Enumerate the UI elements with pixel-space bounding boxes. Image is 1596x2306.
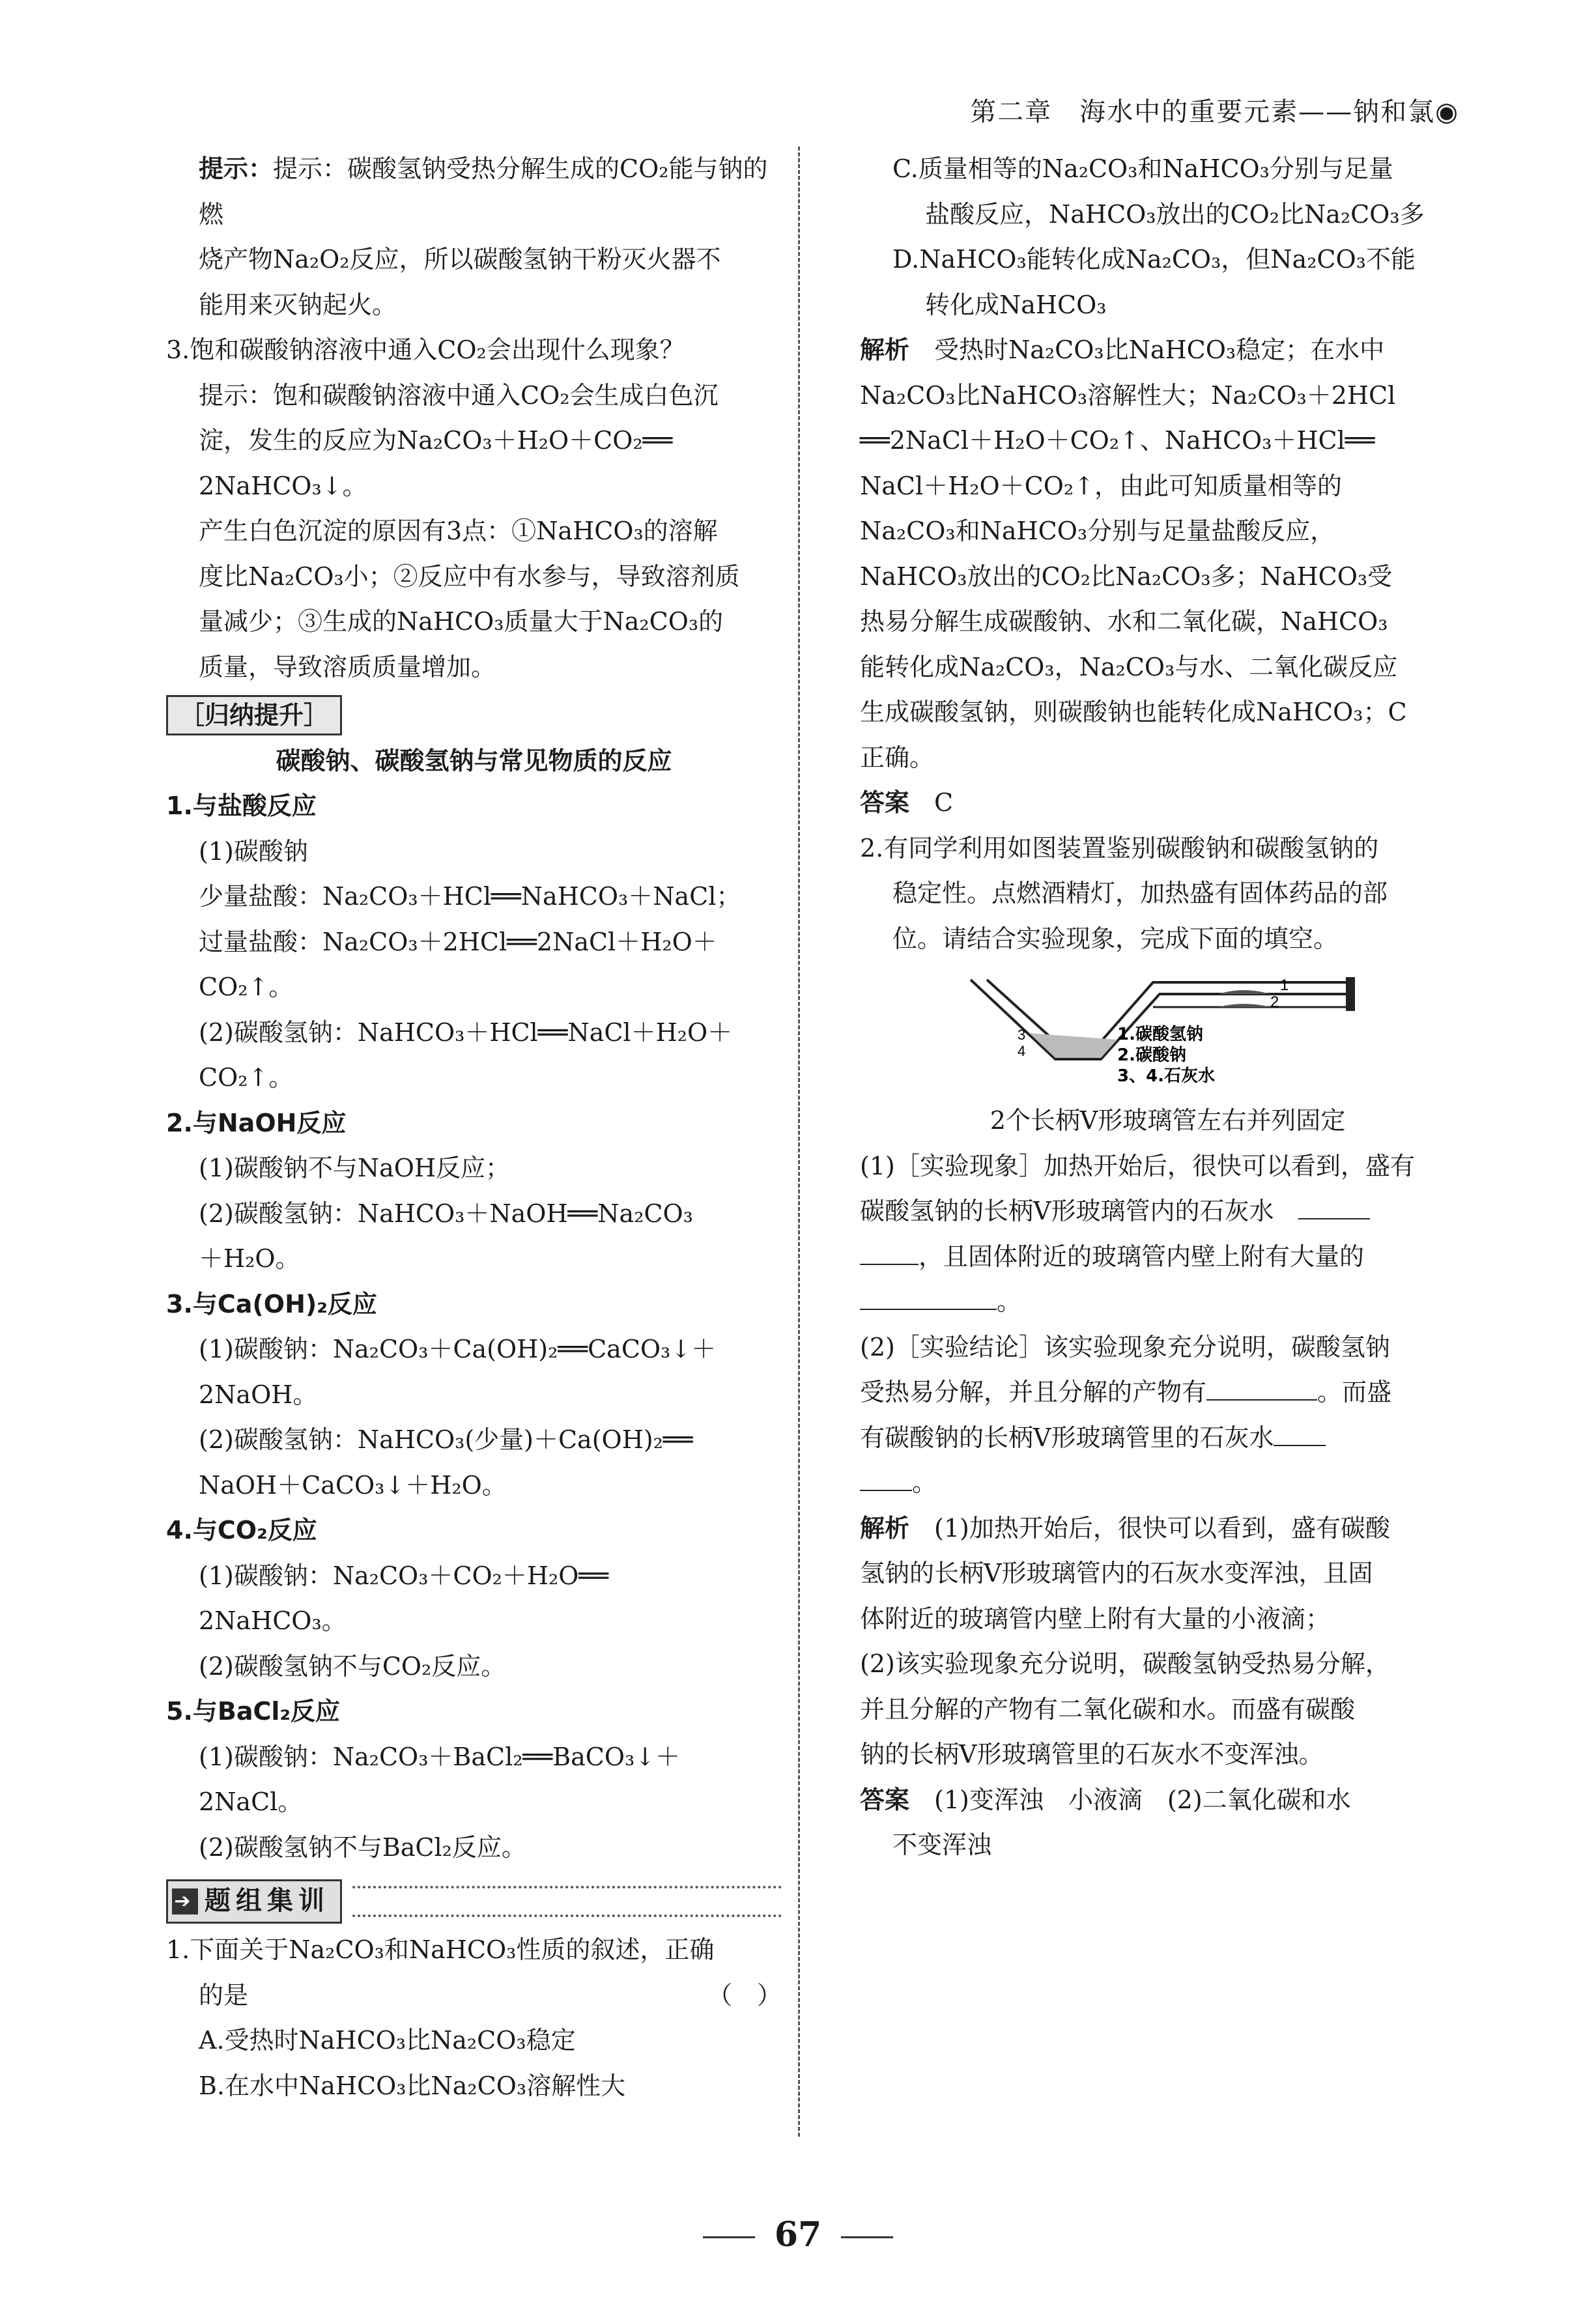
blank-1b[interactable] [860, 1238, 919, 1265]
analysis-2-line: 钠的长柄V形玻璃管里的石灰水不变浑浊。 [860, 1740, 1324, 1769]
summary-item-2-line: (1)碳酸钠不与NaOH反应； [199, 1154, 511, 1182]
summary-item-1-line: 过量盐酸：Na₂CO₃＋2HCl══2NaCl＋H₂O＋ [199, 927, 717, 956]
legend-line: 2.碳酸钠 [1117, 1046, 1186, 1065]
dotted-rule [352, 1886, 782, 1917]
solid-sodium-carbonate [1218, 1004, 1270, 1007]
blank-1a[interactable] [1298, 1192, 1370, 1219]
analysis-1-line: 热易分解生成碳酸钠、水和二氧化碳，NaHCO₃ [860, 607, 1388, 636]
blank-2b[interactable] [1274, 1419, 1326, 1446]
label-3: 3 [1018, 1027, 1026, 1043]
arrow-right-icon: ➔ [172, 1888, 198, 1915]
option-b: B.在水中NaHCO₃比Na₂CO₃溶解性大 [199, 2071, 626, 2100]
part-1-line: ，且固体附近的玻璃管内壁上附有大量的 [860, 1234, 1475, 1280]
summary-item-1-heading: 1.与盐酸反应 [166, 791, 317, 820]
part-2-line: 有碳酸钠的长柄V形玻璃管里的石灰水 [860, 1416, 1475, 1461]
summary-item-5-line: (2)碳酸氢钠不与BaCl₂反应。 [199, 1832, 526, 1862]
option-d: D.NaHCO₃能转化成Na₂CO₃，但Na₂CO₃不能 [892, 245, 1416, 274]
label-2: 2 [1270, 993, 1279, 1011]
figure-caption: 2个长柄V形玻璃管左右并列固定 [990, 1106, 1346, 1135]
page-number: 67 [0, 2215, 1596, 2255]
analysis-1-line: Na₂CO₃和NaHCO₃分别与足量盐酸反应， [860, 517, 1335, 545]
summary-item-4-heading: 4.与CO₂反应 [166, 1516, 317, 1544]
analysis-1-line: 解析 受热时Na₂CO₃比NaHCO₃稳定；在水中 [860, 335, 1385, 364]
blank-1c[interactable] [860, 1283, 997, 1310]
summary-item-3-line: 2NaOH。 [199, 1380, 318, 1409]
tip-3-line: 量减少；③生成的NaHCO₃质量大于Na₂CO₃的 [199, 607, 724, 636]
analysis-1-line: 正确。 [860, 743, 935, 772]
part-1-line: 。 [860, 1279, 1475, 1325]
analysis-2-line: 并且分解的产物有二氧化碳和水。而盛有碳酸 [860, 1694, 1356, 1724]
tip-2-line: 提示：提示：碳酸氢钠受热分解生成的CO₂能与钠的燃 [199, 154, 768, 229]
question-1-cont: 的是 （ ） [166, 1973, 782, 2019]
summary-item-1-line: (1)碳酸钠 [199, 836, 308, 866]
tip-3-line: 产生白色沉淀的原因有3点：①NaHCO₃的溶解 [199, 517, 718, 545]
question-1: 1.下面关于Na₂CO₃和NaHCO₃性质的叙述，正确 [166, 1935, 715, 1964]
answer-paren: （ ） [707, 1980, 782, 2010]
blank-2c[interactable] [860, 1464, 912, 1491]
answer-2-cont: 不变浑浊 [892, 1830, 992, 1859]
part-2-line: 。 [860, 1460, 1475, 1506]
page-number-dash-right [841, 2236, 893, 2238]
summary-item-1-line: CO₂↑。 [199, 1063, 294, 1092]
analysis-1-line: NaHCO₃放出的CO₂比Na₂CO₃多；NaHCO₃受 [860, 562, 1393, 591]
stopper-1 [1346, 977, 1355, 997]
option-a: A.受热时NaHCO₃比Na₂CO₃稳定 [199, 2026, 576, 2055]
part-1-line: (1)［实验现象］加热开始后，很快可以看到，盛有 [860, 1151, 1415, 1180]
tip-2-line: 能用来灭钠起火。 [199, 290, 397, 319]
summary-item-1-line: (2)碳酸氢钠：NaHCO₃＋HCl══NaCl＋H₂O＋ [199, 1018, 733, 1047]
summary-item-1-line: CO₂↑。 [199, 973, 294, 1001]
drill-section-tag [166, 1879, 342, 1924]
option-c: C.质量相等的Na₂CO₃和NaHCO₃分别与足量 [892, 154, 1393, 183]
analysis-1-line: NaCl＋H₂O＋CO₂↑，由此可知质量相等的 [860, 471, 1342, 500]
summary-item-3-line: (1)碳酸钠：Na₂CO₃＋Ca(OH)₂══CaCO₃↓＋ [199, 1335, 717, 1363]
part-2-line: (2)［实验结论］该实验现象充分说明，碳酸氢钠 [860, 1332, 1390, 1361]
label-1: 1 [1280, 976, 1289, 994]
part-1-line: 碳酸氢钠的长柄V形玻璃管内的石灰水 [860, 1189, 1475, 1234]
label-4: 4 [1018, 1043, 1026, 1059]
summary-item-5-line: (1)碳酸钠：Na₂CO₃＋BaCl₂══BaCO₃↓＋ [199, 1742, 681, 1771]
tip-3-line: 2NaHCO₃↓。 [199, 471, 367, 500]
question-2-line: 稳定性。点燃酒精灯，加热盛有固体药品的部 [892, 879, 1388, 907]
question-2-line: 2.有同学利用如图装置鉴别碳酸钠和碳酸氢钠的 [860, 833, 1379, 862]
analysis-2-line: 氢钠的长柄V形玻璃管内的石灰水变浑浊，且固 [860, 1559, 1373, 1587]
analysis-label: 解析 [860, 335, 910, 364]
tip-3-line: 度比Na₂CO₃小；②反应中有水参与，导致溶剂质 [199, 562, 740, 591]
analysis-1-line: 生成碳酸氢钠，则碳酸钠也能转化成NaHCO₃；C [860, 698, 1407, 726]
analysis-1-line: 能转化成Na₂CO₃，Na₂CO₃与水、二氧化碳反应 [860, 652, 1398, 681]
tip-3-line: 淀，发生的反应为Na₂CO₃＋H₂O＋CO₂══ [199, 426, 673, 455]
answer-2: 答案 (1)变浑浊 小液滴 (2)二氧化碳和水 [860, 1785, 1351, 1814]
answer-1: 答案 C [860, 788, 954, 817]
summary-section-tag: ［归纳提升］ [166, 695, 342, 735]
legend-line: 1.碳酸氢钠 [1117, 1025, 1203, 1044]
question-2-line: 位。请结合实验现象，完成下面的填空。 [892, 924, 1339, 953]
question-3: 3.饱和碳酸钠溶液中通入CO₂会出现什么现象？ [166, 335, 685, 364]
part-2-line: 受热易分解，并且分解的产物有 。而盛 [860, 1370, 1475, 1416]
solid-sodium-bicarbonate [1218, 990, 1270, 994]
right-column [860, 147, 1475, 1868]
tip-3-line: 质量，导致溶质质量增加。 [199, 652, 496, 681]
blank-2a[interactable] [1206, 1373, 1317, 1401]
column-divider [798, 147, 800, 2137]
tip-3-line: 提示：饱和碳酸钠溶液中通入CO₂会生成白色沉 [199, 380, 719, 410]
page-number-dash-left [703, 2236, 755, 2238]
analysis-label: 解析 [860, 1513, 910, 1543]
summary-item-2-heading: 2.与NaOH反应 [166, 1108, 347, 1137]
tip-2-line: 烧产物Na₂O₂反应，所以碳酸氢钠干粉灭火器不 [199, 245, 721, 274]
summary-item-3-line: NaOH＋CaCO₃↓＋H₂O。 [199, 1470, 507, 1500]
summary-item-5-heading: 5.与BaCl₂反应 [166, 1697, 341, 1726]
drill-section-header [166, 1879, 782, 1924]
analysis-1-line: ══2NaCl＋H₂O＋CO₂↑、NaHCO₃＋HCl══ [860, 426, 1375, 455]
answer-label: 答案 [860, 788, 910, 817]
analysis-2-line: 体附近的玻璃管内壁上附有大量的小液滴； [860, 1604, 1331, 1633]
summary-item-2-line: (2)碳酸氢钠：NaHCO₃＋NaOH══Na₂CO₃ [199, 1199, 693, 1228]
summary-title: 碳酸钠、碳酸氢钠与常见物质的反应 [276, 746, 672, 775]
answer-label: 答案 [860, 1785, 910, 1814]
analysis-1-line: Na₂CO₃比NaHCO₃溶解性大；Na₂CO₃＋2HCl [860, 380, 1396, 410]
left-column [166, 147, 782, 2109]
drill-section-title: 题组集训 [205, 1886, 330, 1916]
summary-item-1-line: 少量盐酸：Na₂CO₃＋HCl══NaHCO₃＋NaCl； [199, 882, 741, 911]
summary-item-4-line: (1)碳酸钠：Na₂CO₃＋CO₂＋H₂O══ [199, 1561, 609, 1590]
chapter-header: 第二章 海水中的重要元素——钠和氯◉ [970, 97, 1459, 127]
option-c-cont: 盐酸反应，NaHCO₃放出的CO₂比Na₂CO₃多 [925, 199, 1425, 229]
summary-item-2-line: ＋H₂O。 [199, 1244, 300, 1273]
legend-line: 3、4.石灰水 [1117, 1066, 1216, 1086]
summary-item-4-line: 2NaHCO₃。 [199, 1606, 347, 1635]
option-d-cont: 转化成NaHCO₃ [925, 290, 1107, 319]
summary-item-5-line: 2NaCl。 [199, 1787, 303, 1816]
analysis-2-line: (2)该实验现象充分说明，碳酸氢钠受热易分解， [860, 1649, 1390, 1678]
stopper-2 [1346, 994, 1355, 1011]
v-tube-apparatus-figure [958, 968, 1361, 1098]
summary-item-3-heading: 3.与Ca(OH)₂反应 [166, 1289, 377, 1318]
summary-item-4-line: (2)碳酸氢钠不与CO₂反应。 [199, 1651, 506, 1681]
summary-item-3-line: (2)碳酸氢钠：NaHCO₃(少量)＋Ca(OH)₂══ [199, 1425, 693, 1454]
analysis-2-line: 解析 (1)加热开始后，很快可以看到，盛有碳酸 [860, 1513, 1390, 1543]
